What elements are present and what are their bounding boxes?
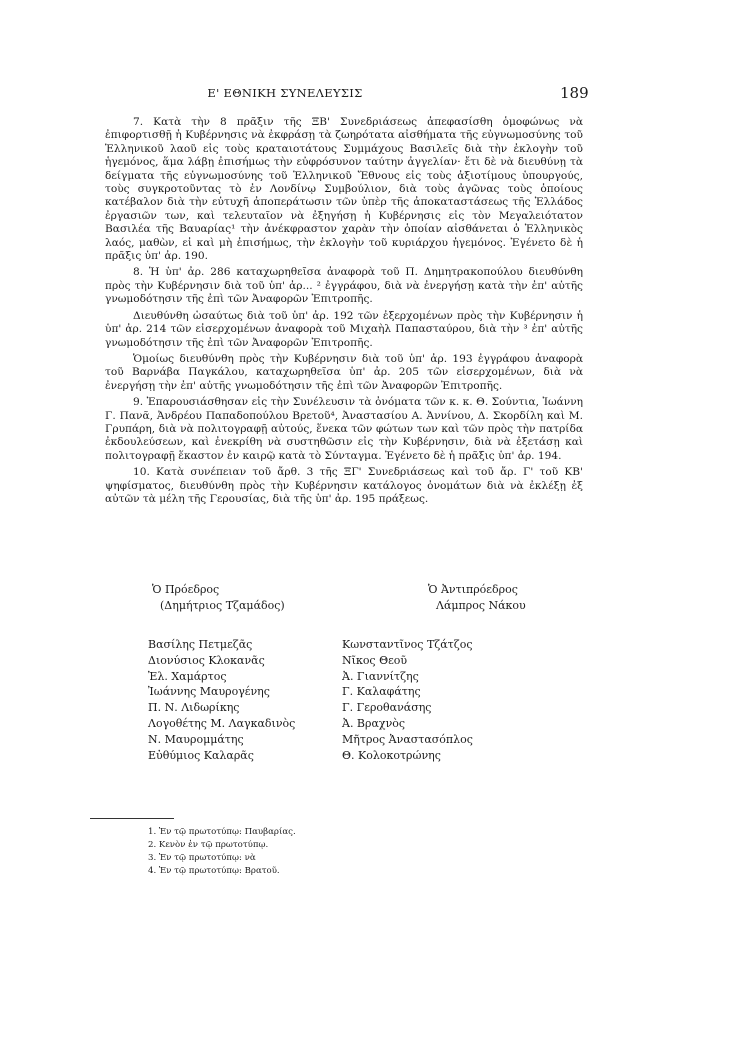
member-name: Μῆτρος Ἀναστασόπλος [342, 732, 473, 746]
paragraph-10: 10. Κατὰ συνέπειαν τοῦ ἄρθ. 3 τῆς ΞΓ' Συνεδριάσεως καὶ τοῦ ἄρ. Γ' τοῦ ΚΒ' ψηφίσματος, διευθύνθη πρὸς τὴν Κυβέρνησιν κατάλογος ὀνομάτων διὰ νὰ ἐκλέξῃ ἐξ αὐτῶν τὰ μέλη τῆς Γερουσίας, διὰ τῆς ὑπ' ἀρ. 195 πράξεως. [105, 466, 583, 505]
member-name: Ἰωάννης Μαυρογένης [148, 685, 270, 699]
footnote: 2. Κενὸν ἐν τῷ πρωτοτύπῳ. [148, 840, 269, 850]
vice-president-name: Λάμπρος Νάκου [436, 599, 526, 612]
member-name: Γ. Καλαφάτης [342, 685, 421, 699]
vice-president-signature [428, 582, 526, 614]
member-name: Εὐθύμιος Καλαρᾶς [148, 748, 254, 762]
paragraph-8-similarly: Ὁμοίως διευθύνθη πρὸς τὴν Κυβέρνησιν διὰ τοῦ ὑπ' ἀρ. 193 ἐγγράφου ἀναφορὰ τοῦ Βαρνάβα Παγκάλου, καταχωρηθεῖσα ὑπ' ἀρ. 205 τῶν εἰσερχομένων, διὰ νὰ ἐνεργήσῃ τὴν ἐπ' αὐτῆς γνωμοδότησιν τῆς ἐπὶ τῶν Ἀναφορῶν Ἐπιτροπῆς. [105, 352, 583, 392]
member-name: Διονύσιος Κλοκανᾶς [148, 653, 265, 667]
paragraph-7: 7. Κατὰ τὴν 8 πρᾶξιν τῆς ΞΒ' Συνεδριάσεως ἀπεφασίσθη ὁμοφώνως νὰ ἐπιφορτισθῇ ἡ Κυβέρνησις νὰ ἐκφράσῃ τὰ ζωηρότατα αἰσθήματα τῆς εὐγνωμοσύνης τοῦ Ἑλληνικοῦ λαοῦ εἰς τοὺς κραταιοτάτους Συμμάχους Βασιλεῖς διὰ τὴν ἐκλογὴν τοῦ ἡγεμόνος, ἅμα λάβῃ ἐπισήμως τὴν εὐφρόσυνον ταύτην ἀγγελίαν· ἔτι δὲ νὰ διευθύνῃ τὰ δείγματα τῆς εὐγνωμοσύνης τοῦ Ἑλληνικοῦ Ἔθνους εἰς τοὺς ἀξιοτίμους ὑπουργούς, τοὺς συγκροτοῦντας τὸ ἐν Λονδίνῳ Συμβούλιον, διὰ τοὺς ἀγῶνας τοὺς ὁποίους κατέβαλον διὰ τὴν εὐτυχῆ ἀποπεράτωσιν τῶν ὑπὲρ τῆς ἀποκαταστάσεως τῆς Ἑλλάδος ἐργασιῶν των, καὶ τελευταῖον νὰ ἐξηγήσῃ ἡ Κυβέρνησις εἰς τὸν Μεγαλειότατον Βασιλέα τῆς Βαυαρίας¹ τὴν ἀνέκφραστον χαρὰν τὴν ὁποίαν αἰσθάνεται ὁ Ἑλληνικὸς λαός, μαθὼν, εἰ καὶ μὴ ἐπισήμως, τὴν ἐκλογὴν τοῦ κυριάρχου ἡγεμόνος. Ἐγένετο δὲ ἡ πρᾶξις ὑπ' ἀρ. 190. [105, 116, 583, 263]
member-name: Ἀ. Βραχνὸς [342, 716, 406, 730]
footnote: 3. Ἐν τῷ πρωτοτύπῳ: νὰ [148, 853, 256, 863]
paragraph-8-continued: Διευθύνθη ὡσαύτως διὰ τοῦ ὑπ' ἀρ. 192 τῶν ἐξερχομένων πρὸς τὴν Κυβέρνησιν ἡ ὑπ' ἀρ. 214 τῶν εἰσερχομένων ἀναφορὰ τοῦ Μιχαὴλ Παπασταύρου, διὰ τὴν ³ ἐπ' αὐτῆς γνωμοδότησιν τῆς ἐπὶ τῶν Ἀναφορῶν Ἐπιτροπῆς. [105, 309, 583, 349]
body-text [105, 116, 583, 509]
president-title: Ὁ Πρόεδρος [152, 583, 220, 596]
vice-president-title: Ὁ Ἀντιπρόεδρος [428, 583, 518, 596]
member-name: Λογοθέτης Μ. Λαγκαδινὸς [148, 716, 296, 730]
footnote: 1. Ἐν τῷ πρωτοτύπῳ: Παυβαρίας. [148, 827, 296, 837]
member-name: Ἐλ. Χαμάρτος [148, 669, 227, 683]
president-signature [152, 582, 285, 614]
page-number: 189 [560, 84, 589, 102]
member-name: Θ. Κολοκοτρώνης [342, 748, 441, 762]
member-name: Νῖκος Θεοῦ [342, 653, 408, 667]
footnotes [148, 826, 296, 878]
president-name: (Δημήτριος Τζαμάδος) [160, 599, 285, 612]
running-title: Ε' ΕΘΝΙΚΗ ΣΥΝΕΛΕΥΣΙΣ [207, 86, 363, 100]
members-list-right [342, 637, 473, 763]
member-name: Π. Ν. Λιδωρίκης [148, 701, 240, 715]
members-list-left [148, 637, 295, 763]
member-name: Βασίλης Πετμεζᾶς [148, 638, 253, 651]
member-name: Κωνσταντῖνος Τζάτζος [342, 638, 473, 651]
paragraph-8: 8. Ἡ ὑπ' ἀρ. 286 καταχωρηθεῖσα ἀναφορὰ τοῦ Π. Δημητρακοπούλου διευθύνθη πρὸς τὴν Κυβέρνησιν διὰ τοῦ ὑπ' ἀρ... ² ἐγγράφου, διὰ νὰ ἐνεργήσῃ κατὰ τὴν ἐπ' αὐτῆς γνωμοδότησιν τῆς ἐπὶ τῶν Ἀναφορῶν Ἐπιτροπῆς. [105, 266, 583, 306]
member-name: Ἀ. Γιαννίτζης [342, 669, 419, 683]
member-name: Γ. Γεροθανάσης [342, 701, 432, 715]
footnote-divider [90, 818, 174, 819]
member-name: Ν. Μαυρομμάτης [148, 732, 244, 746]
paragraph-9: 9. Ἐπαρουσιάσθησαν εἰς τὴν Συνέλευσιν τὰ ὀνόματα τῶν κ. κ. Θ. Σούντια, Ἰωάννη Γ. Πανᾶ, Ἀνδρέου Παπαδοπούλου Βρετοῦ⁴, Ἀναστασίου Α. Ἀννίνου, Δ. Σκορδίλη καὶ Μ. Γρυπάρη, διὰ νὰ πολιτογραφῇ αὐτούς, ἕνεκα τῶν φώτων των καὶ τῶν πρὸς τὴν πατρίδα ἐκδουλεύσεων, καὶ ἐνεκρίθη νὰ συστηθῶσιν εἰς τὴν Κυβέρνησιν, διὰ νὰ ἐξετάσῃ καὶ πολιτογραφῇ ἕκαστον ἐν καιρῷ κατὰ τὸ Σύνταγμα. Ἐγένετο δὲ ἡ πρᾶξις ὑπ' ἀρ. 194. [105, 396, 583, 462]
footnote: 4. Ἐν τῷ πρωτοτύπῳ: Βρατοῦ. [148, 866, 280, 876]
